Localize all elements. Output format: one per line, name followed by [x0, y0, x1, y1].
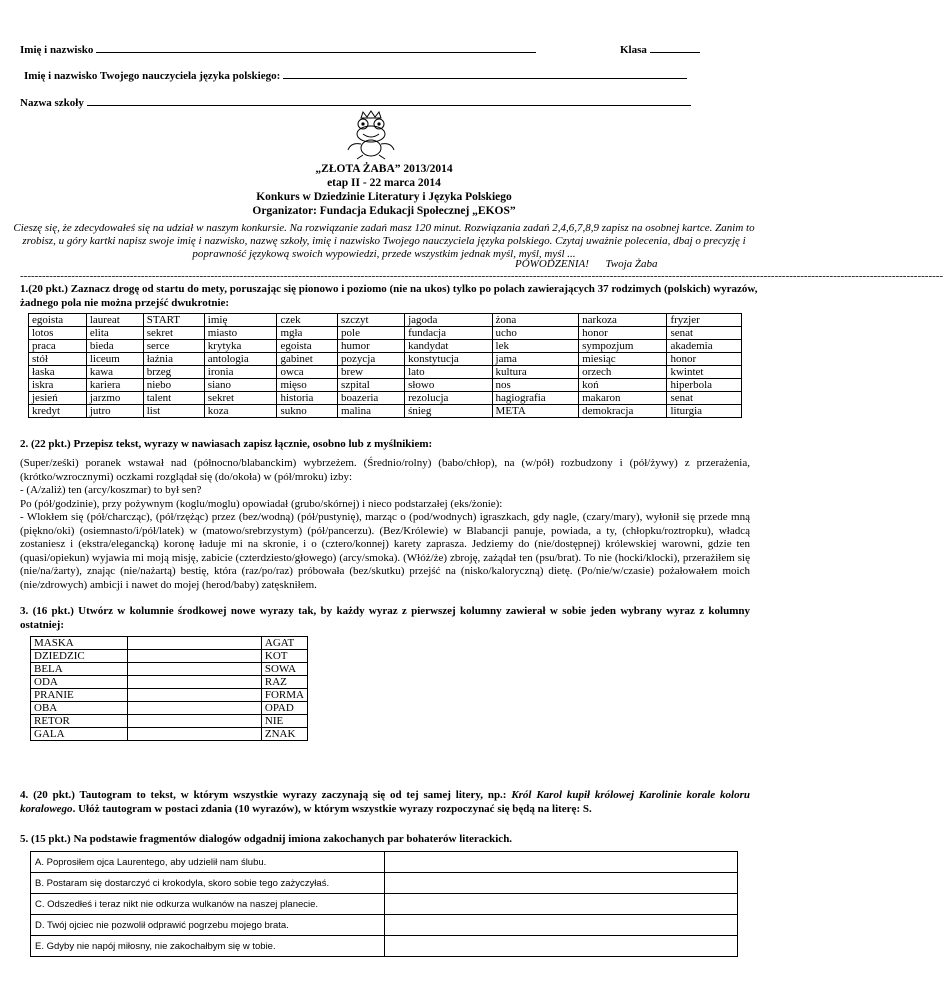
couple-row	[31, 852, 738, 873]
name-line[interactable]	[20, 44, 536, 56]
grid-cell[interactable]: kariera	[86, 379, 143, 392]
word-row	[31, 676, 308, 689]
dialog-fragment: D. Twój ojciec nie pozwolił odprawić pogrzebu mojego brata.	[31, 915, 385, 936]
grid-row	[29, 340, 742, 353]
grid-cell[interactable]: humor	[338, 340, 405, 353]
grid-cell[interactable]: brew	[338, 366, 405, 379]
grid-cell[interactable]: honor	[667, 353, 742, 366]
grid-cell[interactable]: sympozjum	[579, 340, 667, 353]
grid-cell[interactable]: fundacja	[405, 327, 492, 340]
grid-cell[interactable]: kredyt	[29, 405, 87, 418]
question-2-body	[20, 457, 750, 592]
school-label: Nazwa szkoły	[20, 97, 84, 109]
couple-row	[31, 936, 738, 957]
grid-cell[interactable]: jama	[492, 353, 579, 366]
grid-cell[interactable]: makaron	[579, 392, 667, 405]
q4-example: Król Karol kupił królowej Karolinie korale koloru koralowego	[20, 789, 750, 815]
grid-cell[interactable]: malina	[338, 405, 405, 418]
grid-cell[interactable]: gabinet	[277, 353, 338, 366]
grid-cell[interactable]: serce	[143, 340, 204, 353]
q3-instruction: . (16 pkt.) Utwórz w kolumnie środkowej nowe wyrazy tak, by każdy wyraz z pierwszej kolumny zawierał w sobie jeden wybrany wyraz z kolumny ostatniej:	[20, 605, 750, 631]
grid-cell[interactable]: słowo	[405, 379, 492, 392]
dialog-fragment: B. Postaram się dostarczyć ci krokodyla, skoro sobie tego zażyczyłaś.	[31, 873, 385, 894]
word-row	[31, 663, 308, 676]
grid-cell[interactable]: talent	[143, 392, 204, 405]
grid-cell[interactable]: egoista	[29, 314, 87, 327]
grid-cell[interactable]: lato	[405, 366, 492, 379]
target-word: KOT	[261, 650, 307, 663]
grid-cell[interactable]: rezolucja	[405, 392, 492, 405]
grid-cell[interactable]: senat	[667, 327, 742, 340]
name-label: Imię i nazwisko	[20, 44, 94, 56]
answer-cell[interactable]	[127, 715, 261, 728]
question-5-text: 5. (15 pkt.) Na podstawie fragmentów dialogów odgadnij imiona zakochanych par bohaterów literackich.	[20, 833, 513, 845]
grid-cell[interactable]: laureat	[86, 314, 143, 327]
grid-cell[interactable]: niebo	[143, 379, 204, 392]
intro-paragraph: Cieszę się, że zdecydowałeś się na udział w naszym konkursie. Na rozwiązanie zadań masz 120 minut. Rozwiązania zadań 2,4,6,7,8,9 zapisz na osobnej kartce. Zanim to zrobisz, u góry kartki napisz swoje imię i nazwisko, nazwę szkoły, imię i nazwisko Twojego nauczyciela języka polskiego. Czytaj uważnie polecenia, dbaj o precyzję i poprawność językową swoich wypowiedzi, przede wszystkim jednak myśl, myśl, myśl ...	[13, 222, 755, 260]
grid-cell[interactable]: jesień	[29, 392, 87, 405]
grid-cell[interactable]: ucho	[492, 327, 579, 340]
answer-cell[interactable]	[127, 637, 261, 650]
title-line-1: „ZŁOTA ŻABA” 2013/2014	[315, 163, 453, 175]
q2-paragraph: - Wlokłem się (pół/charcząc), (pół/rzężąc) przez (bez/wodną) (pół/pustynię), marząc o (pod/wodnych) igraszkach, gdy nagle, (czary/mary), wyłonił się przede mną (piękno/oki) (osiemnasto/i/pół/latek) w (matowo/srebrzystym) (pół/pancerzu). (Bez/Królewie) w Blabancji panuje, powiada, a ty, (chłopku/roztropku), władcą zostaniesz i (ekstra/elegancką) koronę ładuje mi na skronie, i o (cztero/konnej) karety zaprasza. Jedziemy do (nie/dostępnej) królewskiej warowni, gdzie ten (quasi/opiekun) wyjawia mi moją misję, zabicie (czterdziesto/głowego) (arcy/smoka). (Włóż/że) zbroję, zażądał ten (psu/brat). To nie (hocki/klocki), przerażiłem się (nie/na/żarty), znając (nie/nażartą) bestię, która (raz/po/raz) próbowała (bez/skutku) przejść na (nisko/kaloryczną) dietę. (Po/nie/w/czasie) pożałowałem moich (nie/zdrowych) ambicji i nawet do mojej (herod/baby) zatęskniłem.	[20, 511, 750, 591]
source-word: MASKA	[31, 637, 128, 650]
source-word: RETOR	[31, 715, 128, 728]
class-label: Klasa	[620, 44, 647, 56]
grid-cell[interactable]: jagoda	[405, 314, 492, 327]
q4-lead: 4. (20 pkt.) Tautogram to tekst, w którym wszystkie wyrazy zaczynają się od tej samej litery, np.:	[20, 789, 512, 801]
source-word: DZIEDZIC	[31, 650, 128, 663]
couple-answer-cell[interactable]	[385, 936, 738, 957]
grid-cell[interactable]: szpital	[338, 379, 405, 392]
grid-cell[interactable]: łaźnia	[143, 353, 204, 366]
grid-cell[interactable]: elita	[86, 327, 143, 340]
grid-cell[interactable]: brzeg	[143, 366, 204, 379]
couple-answer-cell[interactable]	[385, 852, 738, 873]
grid-cell[interactable]: pozycja	[338, 353, 405, 366]
grid-row	[29, 405, 742, 418]
grid-cell[interactable]: jutro	[86, 405, 143, 418]
dialog-fragment: E. Gdyby nie napój miłosny, nie zakochałbym się w tobie.	[31, 936, 385, 957]
question-3-text	[20, 605, 750, 632]
answer-cell[interactable]	[127, 728, 261, 741]
grid-cell[interactable]: praca	[29, 340, 87, 353]
question-4-text	[20, 789, 750, 816]
source-word: OBA	[31, 702, 128, 715]
separator-line: ------------------------------------------------------------------------------------------------------------------------------------------------------------------------------------------------------------------------------------------------------------	[20, 270, 943, 282]
target-word: SOWA	[261, 663, 307, 676]
grid-cell[interactable]: śnieg	[405, 405, 492, 418]
q2-paragraph: Po (pół/godzinie), przy pożywnym (koglu/moglu) opowiadał (grubo/skórnej) i nieco podstarzałej (eks/żonie):	[20, 497, 503, 510]
grid-cell[interactable]: łaska	[29, 366, 87, 379]
grid-cell[interactable]: orzech	[579, 366, 667, 379]
word-row	[31, 728, 308, 741]
grid-cell[interactable]: żona	[492, 314, 579, 327]
dialog-fragment: C. Odszedłeś i teraz nikt nie odkurza wulkanów na naszej planecie.	[31, 894, 385, 915]
word-row	[31, 650, 308, 663]
grid-cell[interactable]: antologia	[204, 353, 277, 366]
grid-cell[interactable]: sekret	[204, 392, 277, 405]
source-word: BELA	[31, 663, 128, 676]
word-row	[31, 689, 308, 702]
grid-cell[interactable]: META	[492, 405, 579, 418]
grid-cell[interactable]: narkoza	[579, 314, 667, 327]
name-field[interactable]	[96, 52, 536, 53]
grid-cell[interactable]: fryzjer	[667, 314, 742, 327]
couple-row	[31, 915, 738, 936]
grid-row	[29, 392, 742, 405]
grid-cell[interactable]: siano	[204, 379, 277, 392]
grid-cell[interactable]: historia	[277, 392, 338, 405]
grid-cell[interactable]: kawa	[86, 366, 143, 379]
couple-row	[31, 873, 738, 894]
grid-row	[29, 366, 742, 379]
signature-frog: Twoja Żaba	[605, 258, 658, 270]
answer-cell[interactable]	[127, 689, 261, 702]
grid-cell[interactable]: krytyka	[204, 340, 277, 353]
couples-table	[30, 851, 738, 957]
couple-answer-cell[interactable]	[385, 894, 738, 915]
teacher-line[interactable]	[24, 70, 687, 82]
title-line-3: Konkurs w Dziedzinie Literatury i Języka Polskiego	[256, 191, 512, 203]
grid-cell[interactable]: koń	[579, 379, 667, 392]
grid-cell[interactable]: liturgia	[667, 405, 742, 418]
answer-cell[interactable]	[127, 650, 261, 663]
source-word: GALA	[31, 728, 128, 741]
grid-cell[interactable]: hiperbola	[667, 379, 742, 392]
q3-number: 3	[20, 605, 26, 617]
answer-cell[interactable]	[127, 702, 261, 715]
grid-cell[interactable]: stół	[29, 353, 87, 366]
frog-logo-icon	[343, 110, 399, 160]
grid-cell[interactable]: akademia	[667, 340, 742, 353]
grid-row	[29, 327, 742, 340]
target-word: RAZ	[261, 676, 307, 689]
signature-good-luck: POWODZENIA!	[515, 258, 589, 270]
grid-cell[interactable]: egoista	[277, 340, 338, 353]
dialog-fragment: A. Poprosiłem ojca Laurentego, aby udzielił nam ślubu.	[31, 852, 385, 873]
target-word: FORMA	[261, 689, 307, 702]
grid-cell[interactable]: nos	[492, 379, 579, 392]
couple-answer-cell[interactable]	[385, 873, 738, 894]
grid-row	[29, 353, 742, 366]
source-word: ODA	[31, 676, 128, 689]
target-word: ZNAK	[261, 728, 307, 741]
target-word: AGAT	[261, 637, 307, 650]
word-row	[31, 702, 308, 715]
q2-paragraph: - (A/zaliż) ten (arcy/koszmar) to był sen?	[20, 484, 202, 496]
grid-row	[29, 379, 742, 392]
grid-cell[interactable]: kwintet	[667, 366, 742, 379]
source-word: PRANIE	[31, 689, 128, 702]
word-row	[31, 637, 308, 650]
grid-cell[interactable]: ironia	[204, 366, 277, 379]
grid-cell[interactable]: sukno	[277, 405, 338, 418]
grid-cell[interactable]: jarzmo	[86, 392, 143, 405]
word-columns-table	[30, 636, 308, 741]
grid-cell[interactable]: lek	[492, 340, 579, 353]
grid-cell[interactable]: list	[143, 405, 204, 418]
grid-cell[interactable]: kultura	[492, 366, 579, 379]
question-2-text: 2. (22 pkt.) Przepisz tekst, wyrazy w nawiasach zapisz łącznie, osobno lub z myślnikiem:	[20, 438, 433, 450]
grid-cell[interactable]: senat	[667, 392, 742, 405]
grid-cell[interactable]: hagiografia	[492, 392, 579, 405]
grid-cell[interactable]: bieda	[86, 340, 143, 353]
teacher-label: Imię i nazwisko Twojego nauczyciela języka polskiego:	[24, 70, 281, 82]
grid-cell[interactable]: imię	[204, 314, 277, 327]
grid-cell[interactable]: koza	[204, 405, 277, 418]
answer-cell[interactable]	[127, 663, 261, 676]
grid-cell[interactable]: demokracja	[579, 405, 667, 418]
question-1-text: 1.(20 pkt.) Zaznacz drogę od startu do mety, poruszając się pionowo i poziomo (nie na ukos) tylko po polach zawierających 37 rodzimych (polskich) wyrazów, żadnego pola nie można przejść dwukrotnie:	[20, 283, 758, 309]
grid-row	[29, 314, 742, 327]
grid-cell[interactable]: miesiąc	[579, 353, 667, 366]
q4-rest: . Ułóż tautogram w postaci zdania (10 wyrazów), w którym wszystkie wyrazy rozpoczynać się będą na literę: S.	[72, 802, 592, 815]
title-line-2: etap II - 22 marca 2014	[327, 177, 441, 189]
target-word: NIE	[261, 715, 307, 728]
grid-cell[interactable]: boazeria	[338, 392, 405, 405]
grid-cell[interactable]: lotos	[29, 327, 87, 340]
grid-cell[interactable]: owca	[277, 366, 338, 379]
grid-cell[interactable]: czek	[277, 314, 338, 327]
grid-cell[interactable]: pole	[338, 327, 405, 340]
grid-cell[interactable]: honor	[579, 327, 667, 340]
title-line-4: Organizator: Fundacja Edukacji Społecznej „EKOS”	[252, 205, 516, 217]
grid-cell[interactable]: mgła	[277, 327, 338, 340]
grid-cell[interactable]: konstytucja	[405, 353, 492, 366]
grid-cell[interactable]: liceum	[86, 353, 143, 366]
q2-paragraph: (Super/ześki) poranek wstawał nad (północno/blabanckim) wybrzeżem. (Średnio/rolny) (babo/chłop), na (w/pół) rozbudzony i (pół/żywy) z przerażenia, (krótko/wzrocznymi) oczkami rozglądał się (do/okoła) w (pół/mroku) izby:	[20, 457, 750, 483]
grid-cell[interactable]: iskra	[29, 379, 87, 392]
grid-cell[interactable]: START	[143, 314, 204, 327]
class-field[interactable]	[650, 52, 700, 53]
couple-row	[31, 894, 738, 915]
school-field[interactable]	[87, 105, 691, 106]
target-word: OPAD	[261, 702, 307, 715]
grid-cell[interactable]: mięso	[277, 379, 338, 392]
contest-title	[0, 162, 768, 218]
grid-cell[interactable]: sekret	[143, 327, 204, 340]
grid-cell[interactable]: szczyt	[338, 314, 405, 327]
school-line[interactable]	[20, 97, 691, 109]
teacher-field[interactable]	[283, 78, 687, 79]
class-line[interactable]	[620, 44, 700, 56]
grid-cell[interactable]: miasto	[204, 327, 277, 340]
grid-cell[interactable]: kandydat	[405, 340, 492, 353]
answer-cell[interactable]	[127, 676, 261, 689]
word-row	[31, 715, 308, 728]
couple-answer-cell[interactable]	[385, 915, 738, 936]
word-grid	[28, 313, 742, 418]
